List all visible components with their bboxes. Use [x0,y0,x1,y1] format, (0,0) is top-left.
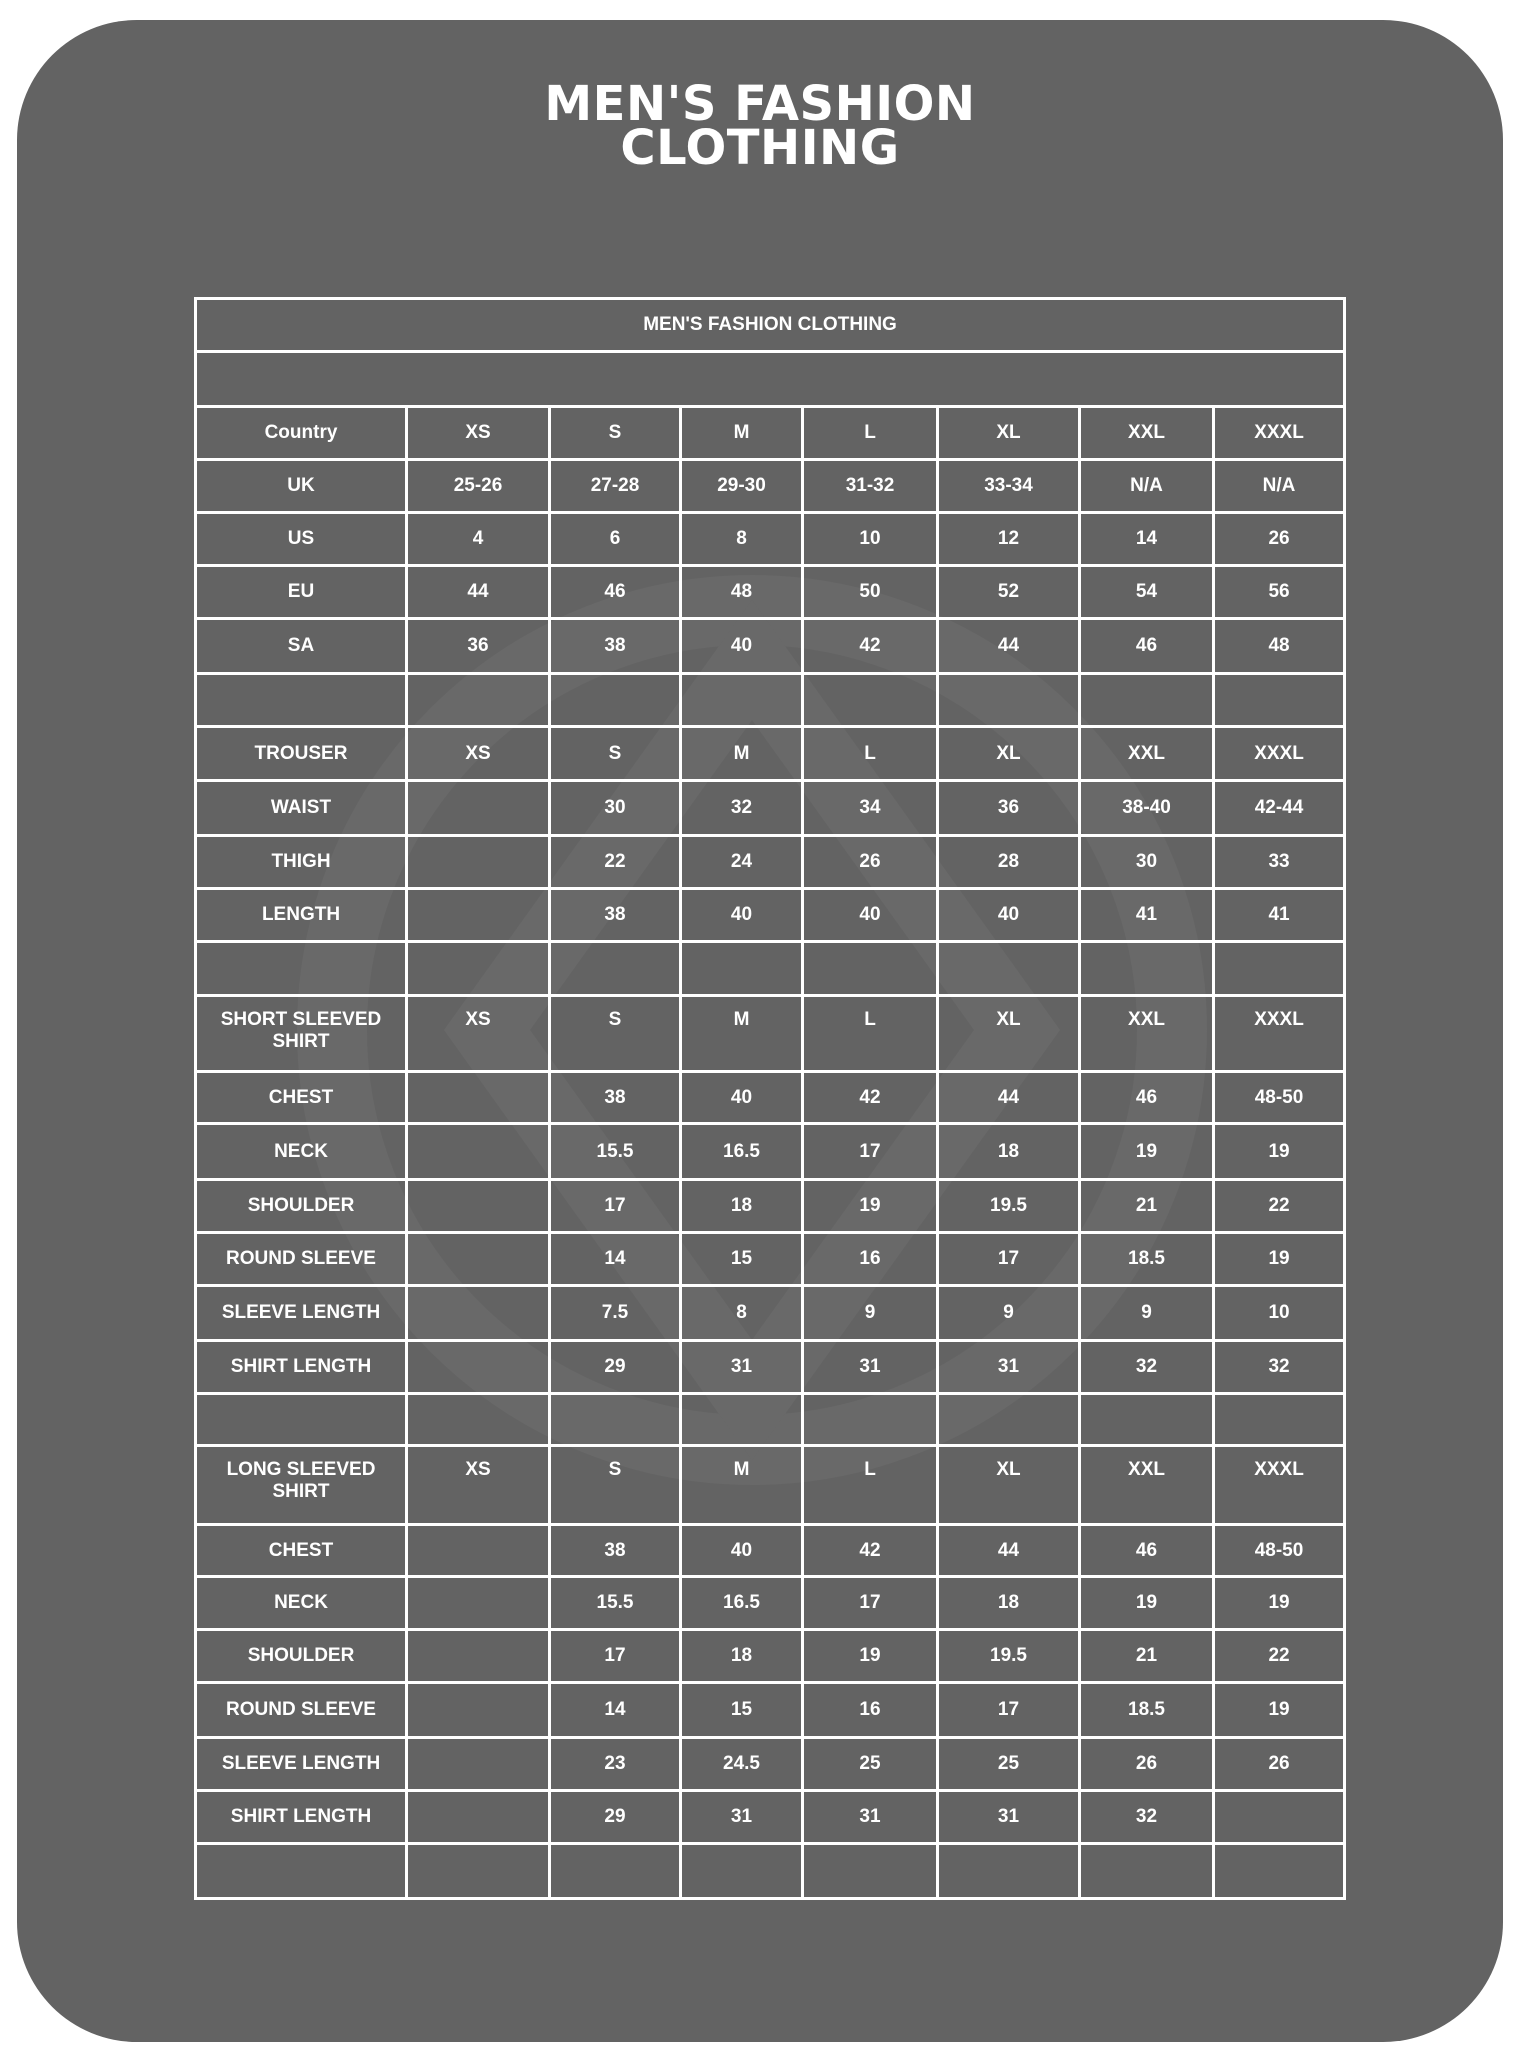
empty-cell [803,1394,938,1446]
value-cell: 38 [550,619,681,674]
value-cell: 29-30 [681,460,803,513]
size-header-cell: XXL [1080,1446,1214,1525]
size-header-cell: XL [938,727,1080,781]
row-label-cell: ROUND SLEEVE [196,1233,407,1286]
value-cell: 44 [938,1525,1080,1577]
value-cell: 8 [681,1286,803,1341]
value-cell: 33-34 [938,460,1080,513]
value-cell: 46 [1080,619,1214,674]
value-cell: 31 [681,1791,803,1844]
value-cell: 31 [803,1791,938,1844]
size-header-cell: XXXL [1214,1446,1345,1525]
row-label-cell: SHIRT LENGTH [196,1791,407,1844]
row-label-cell: SHOULDER [196,1180,407,1233]
row-label-cell: SA [196,619,407,674]
value-cell: 23 [550,1738,681,1791]
value-cell: 25 [803,1738,938,1791]
empty-cell [1214,1844,1345,1899]
table-row [196,1525,1345,1577]
size-header-cell: XS [407,996,550,1072]
value-cell: 48-50 [1214,1525,1345,1577]
value-cell: 31 [681,1341,803,1394]
empty-cell [938,942,1080,996]
section-header-row [196,727,1345,781]
size-header-cell: XXL [1080,407,1214,460]
table-row [196,619,1345,674]
value-cell: 48 [681,566,803,619]
value-cell: 40 [681,1525,803,1577]
empty-row [196,674,1345,727]
value-cell: 19 [1214,1233,1345,1286]
table-row [196,1233,1345,1286]
value-cell: 42-44 [1214,781,1345,836]
value-cell: 40 [938,889,1080,942]
empty-cell [803,1844,938,1899]
empty-cell [407,1844,550,1899]
row-label-cell: WAIST [196,781,407,836]
size-chart-panel [17,20,1503,2042]
size-header-cell: L [803,727,938,781]
value-cell: 26 [1214,513,1345,566]
empty-cell [938,1394,1080,1446]
value-cell: 10 [1214,1286,1345,1341]
size-header-cell: L [803,996,938,1072]
row-label-cell: ROUND SLEEVE [196,1683,407,1738]
table-row [196,1341,1345,1394]
size-header-cell: XXXL [1214,727,1345,781]
size-header-cell: XS [407,1446,550,1525]
value-cell: 14 [1080,513,1214,566]
value-cell: 17 [550,1180,681,1233]
value-cell [407,1630,550,1683]
row-label-cell: US [196,513,407,566]
value-cell: 18 [938,1577,1080,1630]
value-cell: 21 [1080,1630,1214,1683]
value-cell: 46 [1080,1072,1214,1124]
value-cell: 15 [681,1683,803,1738]
empty-cell [938,674,1080,727]
value-cell: 32 [1214,1341,1345,1394]
value-cell: 38-40 [1080,781,1214,836]
empty-row [196,942,1345,996]
value-cell: 41 [1080,889,1214,942]
value-cell: 56 [1214,566,1345,619]
size-header-cell: L [803,1446,938,1525]
empty-cell [1080,674,1214,727]
section-title-cell: SHORT SLEEVED SHIRT [196,996,407,1072]
table-row [196,1286,1345,1341]
row-label-cell: EU [196,566,407,619]
value-cell: 34 [803,781,938,836]
size-header-cell: S [550,996,681,1072]
size-header-cell: XXL [1080,727,1214,781]
size-header-cell: M [681,727,803,781]
row-label-cell: CHEST [196,1072,407,1124]
value-cell: 19.5 [938,1630,1080,1683]
value-cell: 48 [1214,619,1345,674]
section-header-row [196,1446,1345,1525]
value-cell: 33 [1214,836,1345,889]
empty-cell [1214,942,1345,996]
value-cell: 28 [938,836,1080,889]
value-cell: N/A [1080,460,1214,513]
value-cell [407,836,550,889]
value-cell: 27-28 [550,460,681,513]
value-cell: 48-50 [1214,1072,1345,1124]
empty-cell [550,674,681,727]
value-cell: 44 [938,619,1080,674]
value-cell: 38 [550,1525,681,1577]
value-cell: 19 [803,1630,938,1683]
value-cell [407,1738,550,1791]
value-cell: 22 [550,836,681,889]
row-label-cell: LENGTH [196,889,407,942]
empty-cell [196,1844,407,1899]
empty-cell [681,674,803,727]
value-cell: N/A [1214,460,1345,513]
value-cell: 26 [1214,1738,1345,1791]
value-cell: 15.5 [550,1577,681,1630]
size-header-cell: M [681,1446,803,1525]
value-cell: 17 [550,1630,681,1683]
value-cell: 9 [803,1286,938,1341]
value-cell: 38 [550,1072,681,1124]
value-cell: 21 [1080,1180,1214,1233]
value-cell: 24.5 [681,1738,803,1791]
value-cell: 19 [803,1180,938,1233]
value-cell: 31 [938,1341,1080,1394]
value-cell: 16 [803,1233,938,1286]
size-header-cell: XL [938,407,1080,460]
value-cell [407,1791,550,1844]
value-cell: 44 [938,1072,1080,1124]
value-cell [407,1233,550,1286]
table-caption-row [196,299,1345,352]
value-cell: 31 [803,1341,938,1394]
table-row [196,1577,1345,1630]
empty-cell [407,1394,550,1446]
value-cell: 40 [681,1072,803,1124]
row-label-cell: SLEEVE LENGTH [196,1286,407,1341]
table-row [196,836,1345,889]
value-cell: 25-26 [407,460,550,513]
section-title-cell: Country [196,407,407,460]
value-cell: 44 [407,566,550,619]
value-cell [407,889,550,942]
section-title-cell: TROUSER [196,727,407,781]
section-title-cell: LONG SLEEVED SHIRT [196,1446,407,1525]
value-cell [407,1124,550,1180]
value-cell [407,781,550,836]
empty-row [196,352,1345,407]
value-cell: 52 [938,566,1080,619]
table-row [196,513,1345,566]
value-cell: 42 [803,1072,938,1124]
value-cell: 40 [681,619,803,674]
table-row [196,1630,1345,1683]
value-cell: 14 [550,1683,681,1738]
value-cell: 6 [550,513,681,566]
value-cell: 25 [938,1738,1080,1791]
value-cell: 19 [1214,1683,1345,1738]
table-row [196,1072,1345,1124]
empty-row [196,1394,1345,1446]
row-label-cell: SHIRT LENGTH [196,1341,407,1394]
value-cell: 15 [681,1233,803,1286]
value-cell [407,1286,550,1341]
value-cell: 36 [938,781,1080,836]
value-cell: 19 [1080,1577,1214,1630]
size-header-cell: M [681,407,803,460]
value-cell: 17 [803,1577,938,1630]
value-cell: 30 [1080,836,1214,889]
value-cell: 40 [681,889,803,942]
table-row [196,889,1345,942]
size-header-cell: XXXL [1214,996,1345,1072]
table-row [196,1791,1345,1844]
empty-cell [196,674,407,727]
row-label-cell: UK [196,460,407,513]
table-row [196,1738,1345,1791]
size-header-cell: S [550,1446,681,1525]
value-cell: 17 [938,1233,1080,1286]
empty-cell [1080,1394,1214,1446]
value-cell: 22 [1214,1180,1345,1233]
value-cell: 18 [681,1180,803,1233]
empty-cell [550,942,681,996]
value-cell: 22 [1214,1630,1345,1683]
size-header-cell: S [550,407,681,460]
empty-cell [681,1394,803,1446]
value-cell: 9 [1080,1286,1214,1341]
value-cell: 7.5 [550,1286,681,1341]
size-header-cell: XL [938,996,1080,1072]
table-row [196,566,1345,619]
value-cell: 42 [803,1525,938,1577]
page-title-line-1: MEN'S FASHION [544,76,976,132]
row-label-cell: SHOULDER [196,1630,407,1683]
value-cell: 29 [550,1791,681,1844]
table-row [196,1180,1345,1233]
value-cell: 19 [1214,1577,1345,1630]
size-header-cell: XXXL [1214,407,1345,460]
value-cell: 32 [1080,1791,1214,1844]
value-cell: 16 [803,1683,938,1738]
value-cell: 18 [681,1630,803,1683]
empty-cell [407,942,550,996]
empty-cell [1214,674,1345,727]
size-header-cell: L [803,407,938,460]
value-cell: 18 [938,1124,1080,1180]
size-chart-table [194,297,1346,1900]
section-header-row [196,996,1345,1072]
value-cell: 54 [1080,566,1214,619]
value-cell: 4 [407,513,550,566]
empty-cell [1214,1394,1345,1446]
value-cell [1214,1791,1345,1844]
value-cell [407,1683,550,1738]
page-title [17,76,1503,176]
row-label-cell: NECK [196,1124,407,1180]
value-cell: 12 [938,513,1080,566]
value-cell: 19.5 [938,1180,1080,1233]
value-cell: 26 [1080,1738,1214,1791]
row-label-cell: CHEST [196,1525,407,1577]
value-cell [407,1577,550,1630]
value-cell [407,1072,550,1124]
value-cell: 26 [803,836,938,889]
size-header-cell: M [681,996,803,1072]
value-cell: 18.5 [1080,1233,1214,1286]
empty-cell [550,1394,681,1446]
empty-cell [196,1394,407,1446]
value-cell: 17 [803,1124,938,1180]
value-cell: 8 [681,513,803,566]
value-cell: 29 [550,1341,681,1394]
row-label-cell: THIGH [196,836,407,889]
empty-cell [550,1844,681,1899]
empty-cell [1080,942,1214,996]
value-cell: 42 [803,619,938,674]
size-header-cell: S [550,727,681,781]
empty-cell [196,352,1345,407]
value-cell: 31 [938,1791,1080,1844]
value-cell: 19 [1080,1124,1214,1180]
value-cell: 41 [1214,889,1345,942]
value-cell [407,1341,550,1394]
empty-cell [1080,1844,1214,1899]
empty-cell [803,674,938,727]
value-cell: 17 [938,1683,1080,1738]
value-cell [407,1180,550,1233]
value-cell: 38 [550,889,681,942]
table-row [196,781,1345,836]
value-cell: 32 [1080,1341,1214,1394]
empty-cell [407,674,550,727]
value-cell: 18.5 [1080,1683,1214,1738]
row-label-cell: SLEEVE LENGTH [196,1738,407,1791]
value-cell: 14 [550,1233,681,1286]
value-cell: 19 [1214,1124,1345,1180]
value-cell: 16.5 [681,1577,803,1630]
table-row [196,1683,1345,1738]
section-header-row [196,407,1345,460]
size-header-cell: XL [938,1446,1080,1525]
value-cell: 36 [407,619,550,674]
value-cell: 10 [803,513,938,566]
value-cell: 30 [550,781,681,836]
value-cell: 50 [803,566,938,619]
value-cell: 16.5 [681,1124,803,1180]
value-cell: 32 [681,781,803,836]
value-cell: 46 [550,566,681,619]
value-cell [407,1525,550,1577]
empty-cell [681,1844,803,1899]
empty-cell [938,1844,1080,1899]
value-cell: 40 [803,889,938,942]
table-row [196,1124,1345,1180]
size-header-cell: XXL [1080,996,1214,1072]
value-cell: 15.5 [550,1124,681,1180]
empty-cell [196,942,407,996]
table-caption: MEN'S FASHION CLOTHING [196,299,1345,352]
size-header-cell: XS [407,727,550,781]
value-cell: 46 [1080,1525,1214,1577]
empty-cell [681,942,803,996]
value-cell: 9 [938,1286,1080,1341]
table-row [196,460,1345,513]
value-cell: 24 [681,836,803,889]
empty-cell [803,942,938,996]
value-cell: 31-32 [803,460,938,513]
row-label-cell: NECK [196,1577,407,1630]
size-header-cell: XS [407,407,550,460]
empty-row [196,1844,1345,1899]
page-title-line-2: CLOTHING [620,120,900,176]
